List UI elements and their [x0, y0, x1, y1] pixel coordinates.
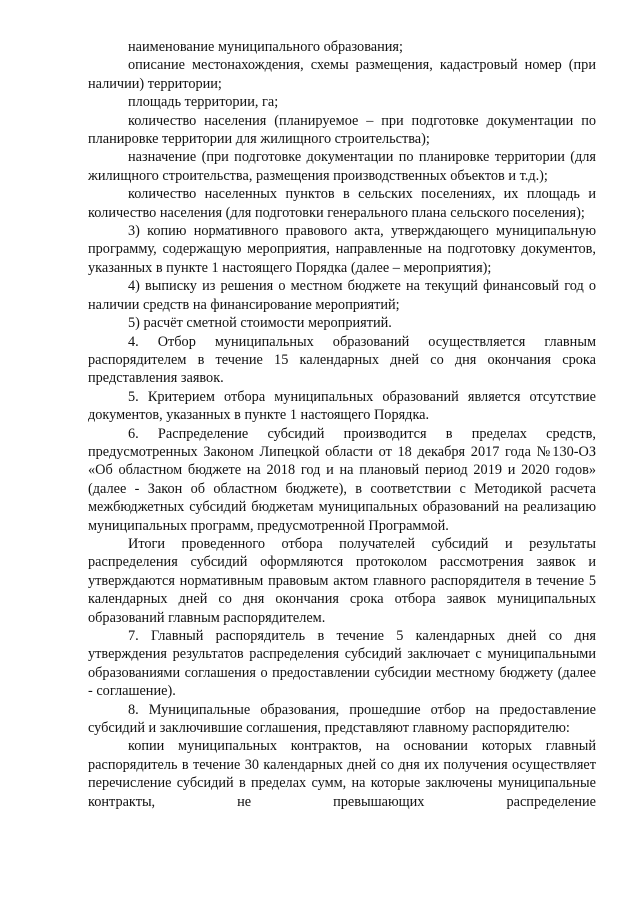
paragraph-item-5: 5) расчёт сметной стоимости мероприятий.: [128, 315, 392, 332]
paragraph-territory-area: площадь территории, га;: [128, 94, 279, 111]
paragraph-section-7: 7. Главный распорядитель в течение 5 календарных дней со дня утверждения результатов распределения субсидий заключает с муниципальными образованиями соглашения о предоставлении субсидии местному бюджету (далее - соглашение).: [88, 628, 596, 700]
paragraph-section-4: 4. Отбор муниципальных образований осуществляется главным распорядителем в течение 15 календарных дней со дня окончания срока представления заявок.: [88, 333, 596, 387]
paragraph-section-5: 5. Критерием отбора муниципальных образований является отсутствие документов, указанных в пункте 1 настоящего Порядка.: [88, 388, 596, 424]
paragraph-contract-copies: копии муниципальных контрактов, на основании которых главный распорядитель в течение 30 календарных дней со дня их получения осуществляет перечисление субсидий в пределах сумм, на которые заключены муниципальные контракты, не превышающих распределение: [88, 738, 596, 810]
paragraph-settlements: количество населенных пунктов в сельских поселениях, их площадь и количество населения (для подготовки генерального плана сельского поселения);: [88, 186, 596, 221]
paragraph-section-8: 8. Муниципальные образования, прошедшие отбор на предоставление субсидий и заключившие соглашения, представляют главному распорядителю:: [88, 701, 596, 737]
paragraph-purpose: назначение (при подготовке документации по планировке территории (для жилищного строительства, размещения производственных объектов и т.д.);: [88, 149, 596, 184]
paragraph-item-3: 3) копию нормативного правового акта, утверждающего муниципальную программу, содержащую мероприятия, направленные на подготовку документов, указанных в пункте 1 настоящего Порядка (далее – мероприятия);: [88, 223, 596, 276]
paragraph-item-4: 4) выписку из решения о местном бюджете на текущий финансовый год о наличии средств на финансирование мероприятий;: [88, 278, 596, 313]
paragraph-municipality-name: наименование муниципального образования;: [128, 39, 403, 55]
document-page: [88, 38, 596, 811]
paragraph-location-description: описание местонахождения, схемы размещения, кадастровый номер (при наличии) территории;: [88, 57, 596, 92]
paragraph-selection-results: Итоги проведенного отбора получателей субсидий и результаты распределения субсидий оформляются протоколом рассмотрения заявок и утверждаются нормативным правовым актом главного распорядителя в течение 5 календарных дней со дня окончания срока отбора заявок муниципальных образований главным распорядителем.: [88, 535, 596, 626]
paragraph-section-6: 6. Распределение субсидий производится в пределах средств, предусмотренных Законом Липецкой области от 18 декабря 2017 года №130-ОЗ «Об областном бюджете на 2018 год и на плановый период 2019 и 2020 годов» (далее - Закон об областном бюджете), в соответствии с Методикой расчета межбюджетных субсидий бюджетам муниципальных образований на реализацию муниципальных программ, предусмотренной Программой.: [88, 425, 596, 534]
paragraph-population: количество населения (планируемое – при подготовке документации по планировке территории для жилищного строительства);: [88, 112, 596, 148]
